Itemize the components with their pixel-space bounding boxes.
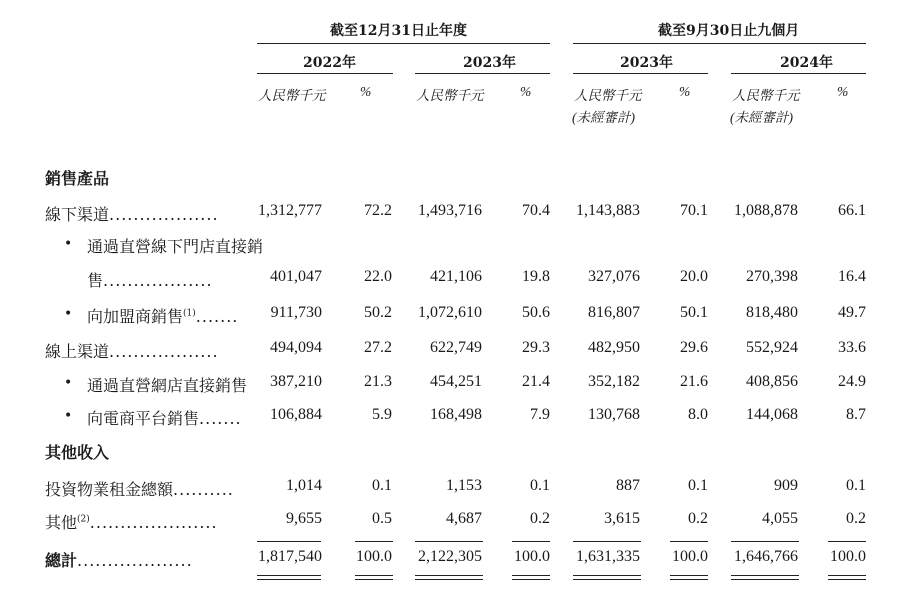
leader-dots: .................. [109, 205, 219, 224]
unit-percent: % [679, 84, 691, 99]
cell-total-4: 1,631,335 [576, 548, 640, 565]
row-label-online-direct [87, 373, 247, 396]
cell-total-2: 2,122,305 [418, 548, 482, 565]
row-label-text: 通過直營網店直接銷售 [87, 376, 248, 395]
row-label-text: 向加盟商銷售 [87, 307, 184, 326]
unit-amount: 人民幣千元 [732, 88, 800, 103]
header-group-year-ended: 截至12月31日止年度 [330, 23, 467, 39]
year-rule-4 [731, 73, 866, 74]
row-label-ecommerce [87, 406, 242, 429]
cell-online-0: 494,094 [270, 339, 322, 356]
cell-online-5: 29.6 [680, 339, 708, 356]
cell-offline-direct-l2-6: 270,398 [746, 268, 798, 285]
total-bottom-rule-1-3 [415, 579, 483, 580]
cell-others-4: 3,615 [604, 510, 640, 527]
year-label: 2023年 [620, 55, 673, 71]
cell-online-6: 552,924 [746, 339, 798, 356]
total-bottom-rule-0-1 [257, 575, 321, 576]
cell-online-direct-3: 21.4 [522, 373, 550, 390]
cell-offline-direct-l2-5: 20.0 [680, 268, 708, 285]
row-label-text: 線上渠道 [45, 342, 110, 361]
leader-dots: ................... [77, 551, 193, 570]
total-bottom-rule-1-2 [355, 579, 393, 580]
total-top-rule-2 [355, 541, 393, 542]
total-bottom-rule-0-8 [828, 575, 866, 576]
total-bottom-rule-0-2 [355, 575, 393, 576]
cell-online-direct-0: 387,210 [270, 373, 322, 390]
cell-ecommerce-2: 168,498 [430, 406, 482, 423]
cell-total-3: 100.0 [514, 548, 550, 565]
cell-franchise-7: 49.7 [838, 304, 866, 321]
total-top-rule-8 [828, 541, 866, 542]
leader-dots: ....... [199, 409, 242, 428]
row-label-franchise [87, 304, 238, 327]
bullet-icon: • [64, 408, 73, 424]
cell-ecommerce-0: 106,884 [270, 406, 322, 423]
cell-franchise-0: 911,730 [270, 304, 322, 321]
cell-online-4: 482,950 [588, 339, 640, 356]
unaudited-note: (未經審計) [572, 110, 635, 125]
cell-online-direct-4: 352,182 [588, 373, 640, 390]
cell-franchise-5: 50.1 [680, 304, 708, 321]
cell-online-2: 622,749 [430, 339, 482, 356]
cell-offline-4: 1,143,883 [576, 202, 640, 219]
footnote-marker: (2) [77, 514, 90, 525]
unit-amount: 人民幣千元 [574, 88, 642, 103]
row-label-online [45, 339, 219, 362]
cell-others-0: 9,655 [286, 510, 322, 527]
total-bottom-rule-1-8 [828, 579, 866, 580]
bullet-icon: • [64, 306, 73, 322]
total-bottom-rule-1-1 [257, 579, 321, 580]
cell-total-1: 100.0 [356, 548, 392, 565]
cell-offline-direct-l2-1: 22.0 [364, 268, 392, 285]
cell-others-5: 0.2 [688, 510, 708, 527]
footnote-marker: (1) [183, 308, 196, 319]
cell-total-0: 1,817,540 [258, 548, 322, 565]
cell-franchise-2: 1,072,610 [418, 304, 482, 321]
cell-online-direct-7: 24.9 [838, 373, 866, 390]
cell-online-direct-2: 454,251 [430, 373, 482, 390]
cell-offline-3: 70.4 [522, 202, 550, 219]
cell-others-6: 4,055 [762, 510, 798, 527]
total-bottom-rule-1-7 [731, 579, 799, 580]
bullet-icon: • [64, 236, 73, 252]
total-bottom-rule-0-5 [573, 575, 641, 576]
bullet-icon: • [64, 375, 73, 391]
row-label-others [45, 510, 218, 533]
cell-offline-0: 1,312,777 [258, 202, 322, 219]
cell-total-5: 100.0 [672, 548, 708, 565]
cell-ecommerce-3: 7.9 [530, 406, 550, 423]
row-label-text: 銷售產品 [45, 169, 110, 188]
total-top-rule-3 [415, 541, 483, 542]
year-rule-1 [257, 73, 393, 74]
cell-ecommerce-4: 130,768 [588, 406, 640, 423]
year-label: 2022年 [303, 55, 356, 71]
cell-ecommerce-5: 8.0 [688, 406, 708, 423]
leader-dots: .................. [103, 271, 213, 290]
unaudited-note: (未經審計) [730, 110, 793, 125]
cell-others-1: 0.5 [372, 510, 392, 527]
row-label-rental [45, 477, 234, 500]
year-rule-3 [573, 73, 708, 74]
year-rule-2 [415, 73, 550, 74]
cell-offline-direct-l2-7: 16.4 [838, 268, 866, 285]
cell-rental-2: 1,153 [446, 477, 482, 494]
cell-rental-7: 0.1 [846, 477, 866, 494]
cell-ecommerce-1: 5.9 [372, 406, 392, 423]
year-label: 2024年 [780, 55, 833, 71]
total-bottom-rule-0-7 [731, 575, 799, 576]
cell-franchise-3: 50.6 [522, 304, 550, 321]
cell-rental-6: 909 [774, 477, 798, 494]
cell-rental-1: 0.1 [372, 477, 392, 494]
cell-ecommerce-6: 144,068 [746, 406, 798, 423]
total-top-rule-6 [670, 541, 708, 542]
cell-online-direct-6: 408,856 [746, 373, 798, 390]
cell-total-6: 1,646,766 [734, 548, 798, 565]
row-label-text: 售 [87, 271, 104, 290]
row-label-text: 線下渠道 [45, 205, 110, 224]
row-label-offline [45, 202, 219, 225]
cell-offline-direct-l2-0: 401,047 [270, 268, 322, 285]
cell-rental-4: 887 [616, 477, 640, 494]
unit-amount: 人民幣千元 [258, 88, 326, 103]
year-label: 2023年 [463, 55, 516, 71]
total-bottom-rule-1-4 [512, 579, 550, 580]
row-label-total [45, 548, 193, 571]
row-label-text: 其他收入 [45, 443, 110, 462]
total-top-rule-7 [731, 541, 799, 542]
total-top-rule-5 [573, 541, 641, 542]
total-bottom-rule-1-6 [670, 579, 708, 580]
cell-others-2: 4,687 [446, 510, 482, 527]
cell-others-3: 0.2 [530, 510, 550, 527]
row-label-text: 其他 [45, 513, 78, 532]
row-label-text: 投資物業租金總額 [45, 480, 174, 499]
cell-offline-2: 1,493,716 [418, 202, 482, 219]
row-label-sec-products [45, 166, 109, 189]
cell-franchise-1: 50.2 [364, 304, 392, 321]
cell-offline-6: 1,088,878 [734, 202, 798, 219]
total-top-rule-1 [257, 541, 321, 542]
cell-online-direct-5: 21.6 [680, 373, 708, 390]
cell-offline-1: 72.2 [364, 202, 392, 219]
header-group2-rule [573, 43, 866, 44]
cell-ecommerce-7: 8.7 [846, 406, 866, 423]
leader-dots: .................. [109, 342, 219, 361]
cell-online-1: 27.2 [364, 339, 392, 356]
cell-others-7: 0.2 [846, 510, 866, 527]
total-bottom-rule-0-6 [670, 575, 708, 576]
leader-dots: .......... [173, 480, 234, 499]
leader-dots: ....... [195, 307, 239, 326]
cell-franchise-4: 816,807 [588, 304, 640, 321]
row-label-text: 總計 [45, 551, 78, 570]
leader-dots: ..................... [89, 513, 218, 532]
cell-online-7: 33.6 [838, 339, 866, 356]
cell-rental-0: 1,014 [286, 477, 322, 494]
row-label-sec-other [45, 440, 109, 463]
cell-offline-5: 70.1 [680, 202, 708, 219]
unit-percent: % [360, 84, 372, 99]
total-top-rule-4 [512, 541, 550, 542]
cell-franchise-6: 818,480 [746, 304, 798, 321]
cell-offline-direct-l2-4: 327,076 [588, 268, 640, 285]
row-label-text: 通過直營線下門店直接銷 [87, 237, 264, 256]
header-group-nine-months: 截至9月30日止九個月 [658, 23, 800, 39]
total-bottom-rule-0-3 [415, 575, 483, 576]
cell-offline-direct-l2-2: 421,106 [430, 268, 482, 285]
unit-amount: 人民幣千元 [416, 88, 484, 103]
cell-offline-direct-l2-3: 19.8 [522, 268, 550, 285]
cell-offline-7: 66.1 [838, 202, 866, 219]
cell-total-7: 100.0 [830, 548, 866, 565]
cell-rental-3: 0.1 [530, 477, 550, 494]
unit-percent: % [520, 84, 532, 99]
cell-rental-5: 0.1 [688, 477, 708, 494]
total-bottom-rule-0-4 [512, 575, 550, 576]
header-group1-rule [257, 43, 550, 44]
row-label-text: 向電商平台銷售 [87, 409, 200, 428]
row-label-offline-direct-l1 [87, 234, 263, 257]
unit-percent: % [837, 84, 849, 99]
row-label-offline-direct-l2 [87, 268, 213, 291]
total-bottom-rule-1-5 [573, 579, 641, 580]
cell-online-3: 29.3 [522, 339, 550, 356]
cell-online-direct-1: 21.3 [364, 373, 392, 390]
